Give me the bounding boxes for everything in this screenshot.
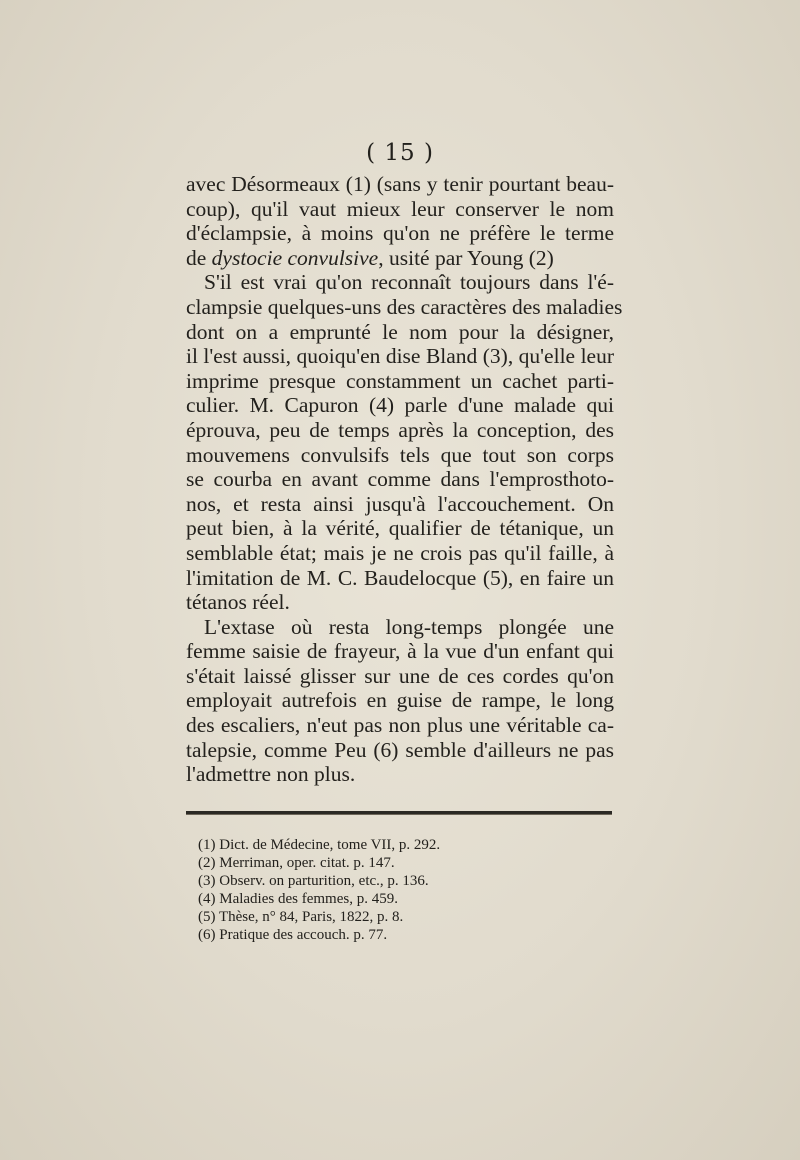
- text-line: [186, 246, 614, 271]
- footnote-divider-shadow: [186, 814, 612, 815]
- text-line: imprime presque constamment un cachet parti-: [186, 368, 614, 393]
- text-line: l'admettre non plus.: [186, 762, 356, 787]
- text-line: femme saisie de frayeur, à la vue d'un enfant qui: [186, 639, 614, 664]
- text-span: , usité par Young (2): [378, 245, 554, 270]
- text-line: culier. M. Capuron (4) parle d'une malade qui: [186, 393, 614, 418]
- page-number: ( 15 ): [366, 140, 434, 166]
- text-line: S'il est vrai qu'on reconnaît toujours dans l'é-: [204, 270, 614, 295]
- footnote: (1) Dict. de Médecine, tome VII, p. 292.: [198, 837, 441, 853]
- footnote: (5) Thèse, n° 84, Paris, 1822, p. 8.: [198, 909, 404, 925]
- text-line: il l'est aussi, quoiqu'en dise Bland (3), qu'elle leur: [186, 344, 614, 369]
- footnote: (3) Observ. on parturition, etc., p. 136.: [198, 873, 429, 889]
- text-line: d'éclampsie, à moins qu'on ne préfère le terme: [186, 221, 614, 246]
- text-line: L'extase où resta long-temps plongée une: [204, 614, 614, 639]
- footnotes: [198, 836, 618, 944]
- text-line: l'imitation de M. C. Baudelocque (5), en faire un: [186, 565, 614, 590]
- body-text: [186, 172, 623, 787]
- text-line: tétanos réel.: [186, 590, 290, 615]
- text-line: semblable état; mais je ne crois pas qu'il faille, à: [186, 540, 614, 565]
- text-line: des escaliers, n'eut pas non plus une véritable ca-: [186, 713, 614, 738]
- text-line: talepsie, comme Peu (6) semble d'ailleurs ne pas: [186, 737, 614, 762]
- text-line: se courba en avant comme dans l'emprosthoto-: [186, 467, 614, 492]
- text-line: employait autrefois en guise de rampe, le long: [186, 688, 614, 713]
- text-line: nos, et resta ainsi jusqu'à l'accouchement. On: [186, 491, 614, 516]
- text-line: avec Désormeaux (1) (sans y tenir pourtant beau-: [186, 172, 614, 196]
- text-line: éprouva, peu de temps après la conception, des: [186, 417, 614, 442]
- text-line: dont on a emprunté le nom pour la désigner,: [186, 319, 614, 344]
- italic-term: dystocie convulsive: [211, 245, 379, 270]
- text-line: s'était laissé glisser sur une de ces cordes qu'on: [186, 663, 614, 688]
- footnote: (6) Pratique des accouch. p. 77.: [198, 927, 388, 943]
- text-line: coup), qu'il vaut mieux leur conserver le nom: [186, 196, 614, 221]
- text-line: peut bien, à la vérité, qualifier de tétanique, un: [186, 516, 614, 541]
- footnote: (4) Maladies des femmes, p. 459.: [198, 891, 398, 907]
- text-span: de: [186, 245, 212, 270]
- footnote: (2) Merriman, oper. citat. p. 147.: [198, 855, 395, 871]
- text-line: clampsie quelques-uns des caractères des maladies: [186, 294, 623, 319]
- text-line: mouvemens convulsifs tels que tout son corps: [186, 442, 614, 467]
